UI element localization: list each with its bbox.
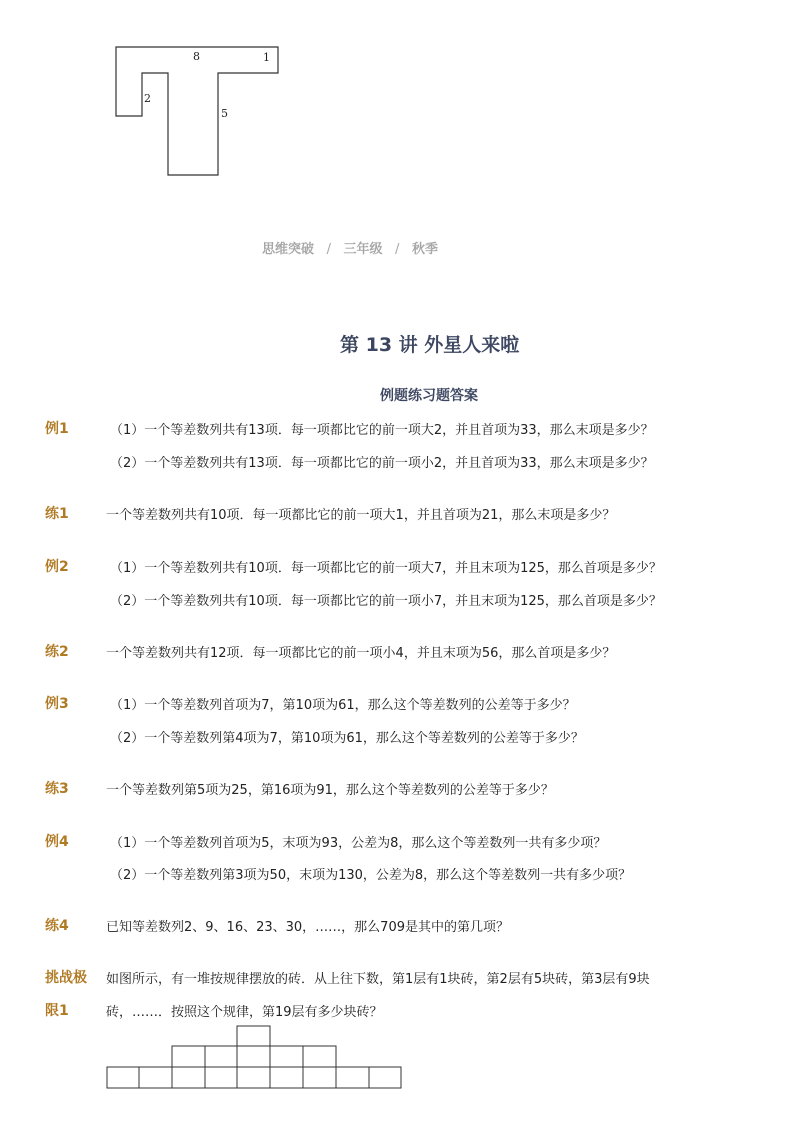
brick xyxy=(237,1067,270,1088)
header-separator: / xyxy=(326,242,331,257)
item-tag: 挑战极 xyxy=(45,970,87,986)
item-tag: 练3 xyxy=(45,781,69,797)
brick xyxy=(237,1046,270,1067)
question-line: （2）一个等差数列第3项为50，末项为130，公差为8，那么这个等差数列一共有多少项？ xyxy=(110,868,632,883)
question-line: （1）一个等差数列共有13项．每一项都比它的前一项大2，并且首项为33，那么末项是多少？ xyxy=(110,423,654,438)
brick xyxy=(205,1046,237,1067)
item-tag-continued: 限1 xyxy=(45,1003,69,1019)
figure-label-right: 1 xyxy=(263,51,270,64)
t-shape-outline xyxy=(116,47,278,175)
brick xyxy=(336,1067,369,1088)
question-line: 一个等差数列第5项为25，第16项为91，那么这个等差数列的公差等于多少？ xyxy=(106,783,554,798)
item-tag: 练1 xyxy=(45,506,69,522)
question-line: 已知等差数列2、9、16、23、30，……，那么709是其中的第几项？ xyxy=(106,920,509,935)
brick xyxy=(270,1046,303,1067)
question-line: （1）一个等差数列首项为5，末项为93，公差为8，那么这个等差数列一共有多少项？ xyxy=(110,836,607,851)
item-tag: 例2 xyxy=(45,559,69,575)
header-part-3: 秋季 xyxy=(411,242,438,257)
brick xyxy=(270,1067,303,1088)
item-tag: 例1 xyxy=(45,421,69,437)
question-line: （2）一个等差数列第4项为7，第10项为61，那么这个等差数列的公差等于多少？ xyxy=(110,731,584,746)
item-tag: 例4 xyxy=(45,834,69,850)
brick xyxy=(107,1067,139,1088)
item-tag: 例3 xyxy=(45,696,69,712)
brick xyxy=(172,1046,205,1067)
brick xyxy=(303,1067,336,1088)
question-line: 如图所示，有一堆按规律摆放的砖．从上往下数，第1层有1块砖，第2层有5块砖，第3层有9块 xyxy=(106,972,650,987)
brick xyxy=(139,1067,172,1088)
question-line: 一个等差数列共有10项．每一项都比它的前一项大1，并且首项为21，那么末项是多少？ xyxy=(106,508,616,523)
question-line: 砖，……．按照这个规律，第19层有多少块砖？ xyxy=(106,1005,383,1020)
course-header xyxy=(0,238,700,257)
brick xyxy=(237,1026,270,1046)
brick-pyramid-figure xyxy=(106,1025,406,1090)
item-tag: 练2 xyxy=(45,644,69,660)
brick xyxy=(205,1067,237,1088)
header-part-2: 三年级 xyxy=(343,242,383,257)
brick xyxy=(369,1067,401,1088)
figure-label-left: 2 xyxy=(144,92,151,105)
lecture-title: 第 13 讲 外星人来啦 xyxy=(340,334,520,356)
question-line: （2）一个等差数列共有10项．每一项都比它的前一项小7，并且末项为125，那么首项是多少？ xyxy=(110,594,662,609)
question-line: （1）一个等差数列首项为7，第10项为61，那么这个等差数列的公差等于多少？ xyxy=(110,698,576,713)
brick xyxy=(303,1046,336,1067)
brick xyxy=(172,1067,205,1088)
section-title: 例题练习题答案 xyxy=(380,388,478,404)
header-part-1: 思维突破 xyxy=(262,242,315,257)
t-shape-figure xyxy=(100,35,300,185)
question-line: （1）一个等差数列共有10项．每一项都比它的前一项大7，并且末项为125，那么首项是多少？ xyxy=(110,561,662,576)
item-tag: 练4 xyxy=(45,918,69,934)
figure-label-top: 8 xyxy=(193,50,200,63)
figure-label-middle: 5 xyxy=(221,107,228,120)
question-line: 一个等差数列共有12项．每一项都比它的前一项小4，并且末项为56，那么首项是多少？ xyxy=(106,646,616,661)
question-line: （2）一个等差数列共有13项．每一项都比它的前一项小2，并且首项为33，那么末项是多少？ xyxy=(110,456,654,471)
header-separator: / xyxy=(395,242,400,257)
